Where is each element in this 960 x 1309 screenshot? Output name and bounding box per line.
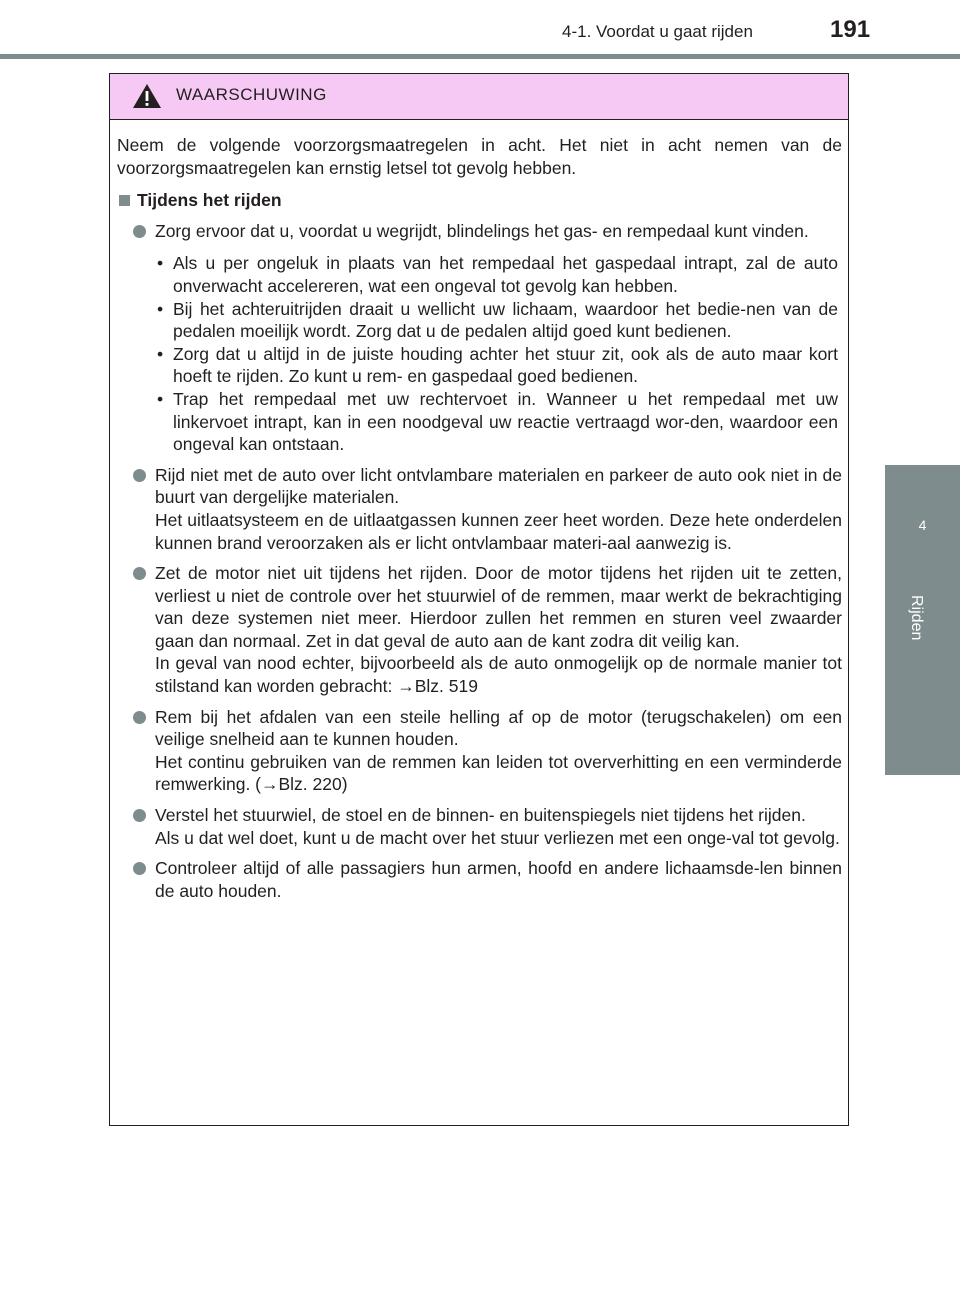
- dot-marker: •: [157, 298, 164, 319]
- header-section-title: 4-1. Voordat u gaat rijden: [562, 22, 753, 41]
- round-bullet-icon: [133, 469, 146, 482]
- sub-list-item: [155, 343, 838, 388]
- warning-triangle-icon: [132, 83, 162, 109]
- list-item: [117, 220, 842, 243]
- round-bullet-icon: [133, 809, 146, 822]
- sub-list-item-text: Bij het achteruitrijden draait u wellicht uw lichaam, waardoor het bedie-nen van de pedalen moeilijk wordt. Zorg dat u de pedalen altijd goed kunt bedienen.: [173, 298, 838, 342]
- round-bullet-icon: [133, 711, 146, 724]
- list-item: [117, 562, 842, 698]
- warning-content: [117, 134, 842, 902]
- chapter-side-tab: [885, 465, 960, 775]
- section-heading: [117, 189, 842, 212]
- list-item-extra: Het continu gebruiken van de remmen kan leiden tot oververhitting en een verminderde remwerking. (→Blz. 220): [155, 751, 842, 795]
- sub-list-item: [155, 252, 838, 297]
- warning-intro: Neem de volgende voorzorgsmaatregelen in acht. Het niet in acht nemen van de voorzorgsmaatregelen kan ernstig letsel tot gevolg hebben.: [117, 135, 842, 178]
- chapter-number: 4: [918, 517, 927, 533]
- list-item-extra: Als u dat wel doet, kunt u de macht over het stuur verliezen met een onge-val tot gevolg.: [155, 827, 840, 848]
- warning-header: [110, 74, 848, 120]
- sub-list-item: [155, 388, 838, 456]
- list-item: [117, 857, 842, 902]
- warning-title: WAARSCHUWING: [176, 85, 327, 104]
- list-item: [117, 804, 842, 849]
- list-item-text: Rem bij het afdalen van een steile helling af op de motor (terugschakelen) om een veilige snelheid aan te kunnen houden.: [155, 706, 842, 750]
- chapter-label: Rijden: [908, 595, 925, 641]
- header-rule: [0, 54, 960, 59]
- round-bullet-icon: [133, 567, 146, 580]
- list-item-text: Verstel het stuurwiel, de stoel en de binnen- en buitenspiegels niet tijdens het rijden.: [155, 805, 806, 826]
- list-item: [117, 464, 842, 554]
- round-bullet-icon: [133, 225, 146, 238]
- list-item-text: Controleer altijd of alle passagiers hun armen, hoofd en andere lichaamsde-len binnen de auto houden.: [155, 858, 842, 901]
- warning-box: [109, 73, 849, 1126]
- sub-list: [155, 252, 842, 455]
- section-heading-text: Tijdens het rijden: [137, 190, 282, 211]
- list-item-text: Rijd niet met de auto over licht ontvlambare materialen en parkeer de auto ook niet in de buurt van dergelijke materialen.: [155, 464, 842, 508]
- sub-list-item-text: Als u per ongeluk in plaats van het rempedaal het gaspedaal intrapt, zal de auto onverwacht accelereren, wat een ongeval tot gevolg kan hebben.: [173, 253, 838, 296]
- sub-list-item: [155, 298, 838, 343]
- list-item-text: Zet de motor niet uit tijdens het rijden. Door de motor tijdens het rijden uit te zetten, verliest u niet de controle over het stuurwiel of de remmen, maar werkt de bekrachtiging van deze systemen niet meer. Hierdoor zullen het remmen en sturen veel zwaarder gaan dan normaal. Zet in dat geval de auto aan de kant zodra dit veilig kan.: [155, 563, 842, 651]
- round-bullet-icon: [133, 862, 146, 875]
- list-item-extra: Het uitlaatsysteem en de uitlaatgassen kunnen zeer heet worden. Deze hete onderdelen kunnen brand veroorzaken als er licht ontvlambaar materi-aal aanwezig is.: [155, 509, 842, 553]
- sub-list-item-text: Trap het rempedaal met uw rechtervoet in. Wanneer u het rempedaal met uw linkervoet intrapt, kan in een noodgeval uw reactie vertraagd wor-den, waardoor een ongeval kan ontstaan.: [173, 388, 838, 455]
- page-number: 191: [830, 16, 871, 43]
- list-item: [117, 706, 842, 796]
- square-bullet-icon: [119, 195, 130, 206]
- dot-marker: •: [157, 253, 164, 274]
- dot-marker: •: [157, 388, 164, 409]
- sub-list-item-text: Zorg dat u altijd in de juiste houding achter het stuur zit, ook als de auto maar kort hoeft te rijden. Zo kunt u rem- en gaspedaal goed bedienen.: [173, 343, 838, 387]
- list-item-extra: In geval van nood echter, bijvoorbeeld als de auto onmogelijk op de normale manier tot stilstand kan worden gebracht: →Blz. 519: [155, 653, 842, 697]
- dot-marker: •: [157, 343, 164, 364]
- list-item-text: Zorg ervoor dat u, voordat u wegrijdt, blindelings het gas- en rempedaal kunt vinden.: [155, 220, 809, 241]
